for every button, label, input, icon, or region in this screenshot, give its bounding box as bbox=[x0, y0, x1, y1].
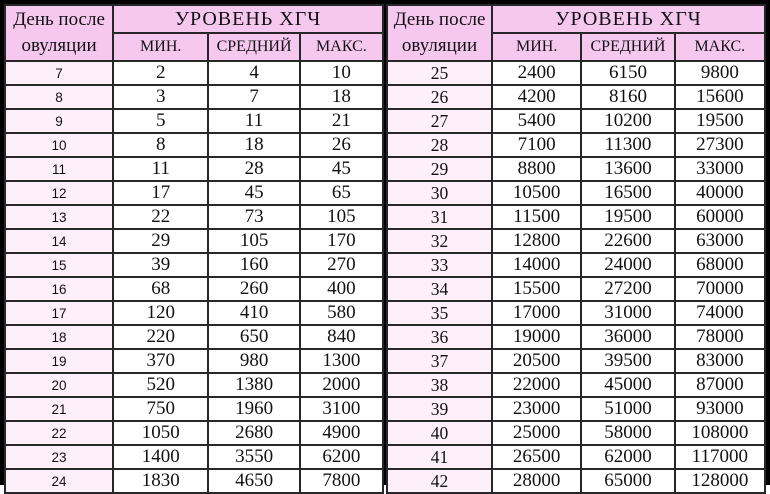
value-cell: 87000 bbox=[675, 373, 765, 397]
day-cell: 31 bbox=[387, 205, 492, 229]
value-cell: 260 bbox=[208, 277, 299, 301]
value-cell: 93000 bbox=[675, 397, 765, 421]
value-cell: 21 bbox=[300, 109, 383, 133]
value-cell: 20500 bbox=[492, 349, 581, 373]
value-cell: 39500 bbox=[581, 349, 674, 373]
value-cell: 11 bbox=[113, 157, 208, 181]
day-cell: 19 bbox=[5, 349, 113, 373]
day-cell: 18 bbox=[5, 325, 113, 349]
value-cell: 5400 bbox=[492, 109, 581, 133]
value-cell: 2000 bbox=[300, 373, 383, 397]
value-cell: 270 bbox=[300, 253, 383, 277]
value-cell: 22600 bbox=[581, 229, 674, 253]
day-header-line1: День после bbox=[393, 9, 486, 31]
value-cell: 15500 bbox=[492, 277, 581, 301]
value-cell: 117000 bbox=[675, 445, 765, 469]
table-row bbox=[5, 397, 383, 421]
value-cell: 26 bbox=[300, 133, 383, 157]
col-header-min: МИН. bbox=[113, 33, 208, 61]
value-cell: 4650 bbox=[208, 469, 299, 493]
table-row bbox=[5, 85, 383, 109]
value-cell: 13600 bbox=[581, 157, 674, 181]
value-cell: 9800 bbox=[675, 61, 765, 85]
value-cell: 1400 bbox=[113, 445, 208, 469]
value-cell: 840 bbox=[300, 325, 383, 349]
value-cell: 4 bbox=[208, 61, 299, 85]
value-cell: 36000 bbox=[581, 325, 674, 349]
value-cell: 2400 bbox=[492, 61, 581, 85]
value-cell: 16500 bbox=[581, 181, 674, 205]
table-body bbox=[5, 61, 383, 493]
table-row bbox=[387, 85, 765, 109]
value-cell: 14000 bbox=[492, 253, 581, 277]
value-cell: 65 bbox=[300, 181, 383, 205]
day-cell: 29 bbox=[387, 157, 492, 181]
day-cell: 37 bbox=[387, 349, 492, 373]
value-cell: 400 bbox=[300, 277, 383, 301]
day-cell: 30 bbox=[387, 181, 492, 205]
value-cell: 60000 bbox=[675, 205, 765, 229]
value-cell: 40000 bbox=[675, 181, 765, 205]
table-row bbox=[5, 325, 383, 349]
day-cell: 27 bbox=[387, 109, 492, 133]
value-cell: 68 bbox=[113, 277, 208, 301]
value-cell: 120 bbox=[113, 301, 208, 325]
day-header-line2: овуляции bbox=[21, 35, 97, 56]
table-row bbox=[387, 205, 765, 229]
day-cell: 25 bbox=[387, 61, 492, 85]
table-row bbox=[387, 61, 765, 85]
day-header-line1: День после bbox=[13, 9, 105, 31]
hcg-level-header: УРОВЕНЬ ХГЧ bbox=[113, 5, 383, 33]
day-cell: 15 bbox=[5, 253, 113, 277]
value-cell: 63000 bbox=[675, 229, 765, 253]
table-row bbox=[5, 301, 383, 325]
value-cell: 650 bbox=[208, 325, 299, 349]
value-cell: 220 bbox=[113, 325, 208, 349]
value-cell: 17 bbox=[113, 181, 208, 205]
day-cell: 12 bbox=[5, 181, 113, 205]
day-cell: 17 bbox=[5, 301, 113, 325]
value-cell: 10500 bbox=[492, 181, 581, 205]
value-cell: 108000 bbox=[675, 421, 765, 445]
value-cell: 6150 bbox=[581, 61, 674, 85]
table-row bbox=[387, 133, 765, 157]
value-cell: 19500 bbox=[675, 109, 765, 133]
table-row bbox=[387, 157, 765, 181]
day-cell: 8 bbox=[5, 85, 113, 109]
value-cell: 45000 bbox=[581, 373, 674, 397]
table-row bbox=[5, 109, 383, 133]
value-cell: 28 bbox=[208, 157, 299, 181]
day-cell: 36 bbox=[387, 325, 492, 349]
table-row bbox=[5, 205, 383, 229]
table-row bbox=[387, 421, 765, 445]
table-row bbox=[5, 469, 383, 493]
value-cell: 105 bbox=[300, 205, 383, 229]
value-cell: 160 bbox=[208, 253, 299, 277]
value-cell: 22 bbox=[113, 205, 208, 229]
day-cell: 24 bbox=[5, 469, 113, 493]
table-row bbox=[387, 301, 765, 325]
value-cell: 45 bbox=[208, 181, 299, 205]
day-cell: 32 bbox=[387, 229, 492, 253]
value-cell: 4200 bbox=[492, 85, 581, 109]
table-row bbox=[387, 229, 765, 253]
col-header-avg: СРЕДНИЙ bbox=[208, 33, 299, 61]
day-cell: 28 bbox=[387, 133, 492, 157]
value-cell: 10 bbox=[300, 61, 383, 85]
value-cell: 10200 bbox=[581, 109, 674, 133]
table-row bbox=[387, 325, 765, 349]
value-cell: 27200 bbox=[581, 277, 674, 301]
value-cell: 33000 bbox=[675, 157, 765, 181]
value-cell: 1380 bbox=[208, 373, 299, 397]
value-cell: 8800 bbox=[492, 157, 581, 181]
value-cell: 19500 bbox=[581, 205, 674, 229]
table-row bbox=[387, 349, 765, 373]
col-header-min: МИН. bbox=[492, 33, 581, 61]
value-cell: 5 bbox=[113, 109, 208, 133]
day-cell: 10 bbox=[5, 133, 113, 157]
value-cell: 11 bbox=[208, 109, 299, 133]
value-cell: 170 bbox=[300, 229, 383, 253]
value-cell: 25000 bbox=[492, 421, 581, 445]
day-cell: 41 bbox=[387, 445, 492, 469]
table-row bbox=[5, 229, 383, 253]
day-cell: 16 bbox=[5, 277, 113, 301]
value-cell: 28000 bbox=[492, 469, 581, 493]
value-cell: 22000 bbox=[492, 373, 581, 397]
table-row bbox=[5, 373, 383, 397]
day-after-ovulation-header bbox=[5, 5, 113, 61]
value-cell: 19000 bbox=[492, 325, 581, 349]
value-cell: 980 bbox=[208, 349, 299, 373]
day-cell: 38 bbox=[387, 373, 492, 397]
table-row bbox=[387, 445, 765, 469]
value-cell: 580 bbox=[300, 301, 383, 325]
value-cell: 23000 bbox=[492, 397, 581, 421]
day-cell: 34 bbox=[387, 277, 492, 301]
value-cell: 8 bbox=[113, 133, 208, 157]
hcg-level-header: УРОВЕНЬ ХГЧ bbox=[492, 5, 765, 33]
table-body bbox=[387, 61, 765, 493]
value-cell: 51000 bbox=[581, 397, 674, 421]
table-row bbox=[5, 349, 383, 373]
day-cell: 20 bbox=[5, 373, 113, 397]
value-cell: 11300 bbox=[581, 133, 674, 157]
value-cell: 45 bbox=[300, 157, 383, 181]
value-cell: 39 bbox=[113, 253, 208, 277]
value-cell: 370 bbox=[113, 349, 208, 373]
day-cell: 26 bbox=[387, 85, 492, 109]
day-cell: 21 bbox=[5, 397, 113, 421]
day-header-line2: овуляции bbox=[401, 35, 478, 56]
value-cell: 3550 bbox=[208, 445, 299, 469]
value-cell: 62000 bbox=[581, 445, 674, 469]
day-cell: 14 bbox=[5, 229, 113, 253]
table-row bbox=[5, 445, 383, 469]
value-cell: 83000 bbox=[675, 349, 765, 373]
day-cell: 13 bbox=[5, 205, 113, 229]
hcg-table-days-25-42 bbox=[386, 4, 766, 494]
value-cell: 11500 bbox=[492, 205, 581, 229]
hcg-table-days-7-24 bbox=[4, 4, 384, 494]
table-row bbox=[5, 157, 383, 181]
value-cell: 17000 bbox=[492, 301, 581, 325]
value-cell: 1830 bbox=[113, 469, 208, 493]
table-row bbox=[5, 277, 383, 301]
value-cell: 18 bbox=[208, 133, 299, 157]
value-cell: 58000 bbox=[581, 421, 674, 445]
value-cell: 68000 bbox=[675, 253, 765, 277]
table-row bbox=[5, 133, 383, 157]
day-cell: 33 bbox=[387, 253, 492, 277]
day-cell: 7 bbox=[5, 61, 113, 85]
value-cell: 74000 bbox=[675, 301, 765, 325]
table-row bbox=[387, 373, 765, 397]
table-row bbox=[5, 181, 383, 205]
value-cell: 1300 bbox=[300, 349, 383, 373]
value-cell: 78000 bbox=[675, 325, 765, 349]
value-cell: 18 bbox=[300, 85, 383, 109]
value-cell: 1050 bbox=[113, 421, 208, 445]
value-cell: 6200 bbox=[300, 445, 383, 469]
value-cell: 7800 bbox=[300, 469, 383, 493]
day-cell: 42 bbox=[387, 469, 492, 493]
table-row bbox=[387, 181, 765, 205]
table-row bbox=[387, 253, 765, 277]
col-header-max: МАКС. bbox=[675, 33, 765, 61]
value-cell: 12800 bbox=[492, 229, 581, 253]
value-cell: 3 bbox=[113, 85, 208, 109]
value-cell: 1960 bbox=[208, 397, 299, 421]
value-cell: 128000 bbox=[675, 469, 765, 493]
table-row bbox=[5, 253, 383, 277]
day-cell: 22 bbox=[5, 421, 113, 445]
value-cell: 105 bbox=[208, 229, 299, 253]
table-row bbox=[387, 469, 765, 493]
value-cell: 29 bbox=[113, 229, 208, 253]
day-after-ovulation-header bbox=[387, 5, 492, 61]
day-cell: 35 bbox=[387, 301, 492, 325]
value-cell: 73 bbox=[208, 205, 299, 229]
value-cell: 26500 bbox=[492, 445, 581, 469]
value-cell: 65000 bbox=[581, 469, 674, 493]
value-cell: 2680 bbox=[208, 421, 299, 445]
value-cell: 7100 bbox=[492, 133, 581, 157]
value-cell: 2 bbox=[113, 61, 208, 85]
value-cell: 410 bbox=[208, 301, 299, 325]
value-cell: 15600 bbox=[675, 85, 765, 109]
table-row bbox=[387, 109, 765, 133]
day-cell: 40 bbox=[387, 421, 492, 445]
day-cell: 39 bbox=[387, 397, 492, 421]
value-cell: 750 bbox=[113, 397, 208, 421]
value-cell: 70000 bbox=[675, 277, 765, 301]
value-cell: 3100 bbox=[300, 397, 383, 421]
table-row bbox=[5, 61, 383, 85]
value-cell: 4900 bbox=[300, 421, 383, 445]
table-row bbox=[387, 397, 765, 421]
col-header-avg: СРЕДНИЙ bbox=[581, 33, 674, 61]
day-cell: 9 bbox=[5, 109, 113, 133]
day-cell: 11 bbox=[5, 157, 113, 181]
value-cell: 31000 bbox=[581, 301, 674, 325]
value-cell: 520 bbox=[113, 373, 208, 397]
day-cell: 23 bbox=[5, 445, 113, 469]
table-row bbox=[5, 421, 383, 445]
value-cell: 7 bbox=[208, 85, 299, 109]
table-row bbox=[387, 277, 765, 301]
value-cell: 27300 bbox=[675, 133, 765, 157]
value-cell: 8160 bbox=[581, 85, 674, 109]
col-header-max: МАКС. bbox=[300, 33, 383, 61]
value-cell: 24000 bbox=[581, 253, 674, 277]
